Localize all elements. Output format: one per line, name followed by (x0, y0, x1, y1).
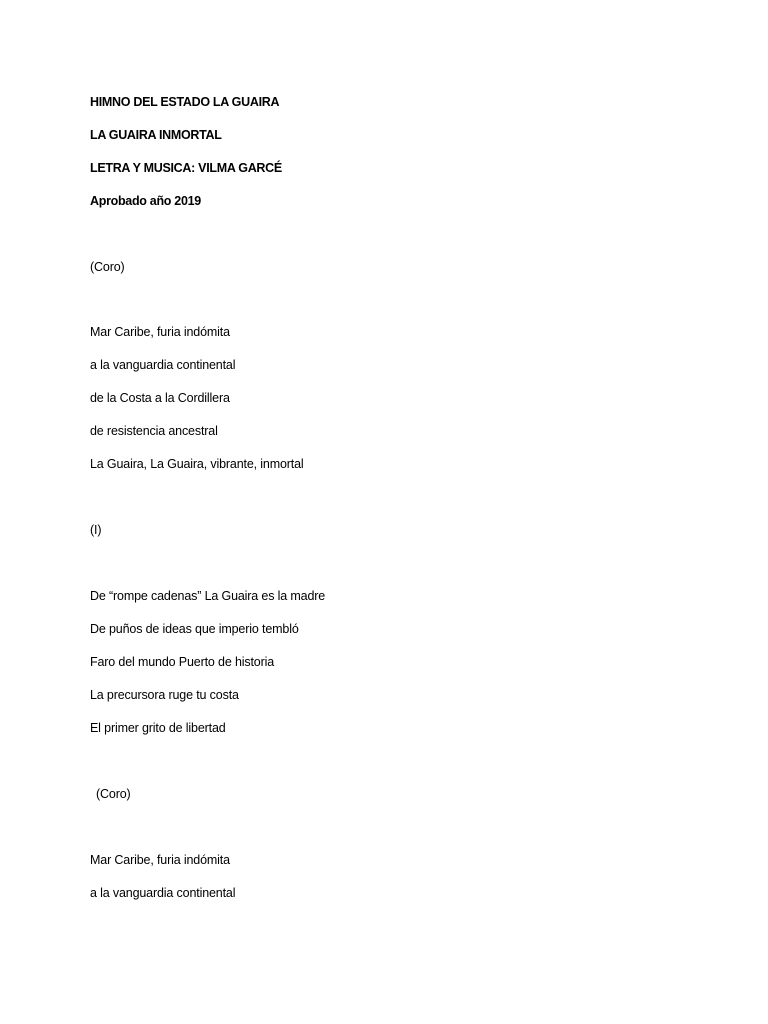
chorus-line: a la vanguardia continental (90, 886, 236, 900)
anthem-approval: Aprobado año 2019 (90, 194, 201, 208)
verse-line: De “rompe cadenas” La Guaira es la madre (90, 589, 326, 603)
chorus-label: (Coro) (90, 260, 125, 274)
anthem-author: LETRA Y MUSICA: VILMA GARCÉ (90, 161, 282, 175)
chorus-line: Mar Caribe, furia indómita (90, 853, 230, 867)
chorus-line: a la vanguardia continental (90, 358, 236, 372)
verse-line: Faro del mundo Puerto de historia (90, 655, 275, 669)
chorus-line: de resistencia ancestral (90, 424, 218, 438)
verse-line: De puños de ideas que imperio tembló (90, 622, 299, 636)
chorus-line: La Guaira, La Guaira, vibrante, inmortal (90, 457, 304, 471)
chorus-line: de la Costa a la Cordillera (90, 391, 230, 405)
anthem-subtitle: LA GUAIRA INMORTAL (90, 128, 222, 142)
verse-line: La precursora ruge tu costa (90, 688, 239, 702)
chorus-line: Mar Caribe, furia indómita (90, 325, 230, 339)
verse-label: (I) (90, 523, 102, 537)
verse-line: El primer grito de libertad (90, 721, 226, 735)
chorus-label: (Coro) (96, 787, 131, 801)
anthem-title: HIMNO DEL ESTADO LA GUAIRA (90, 95, 280, 109)
